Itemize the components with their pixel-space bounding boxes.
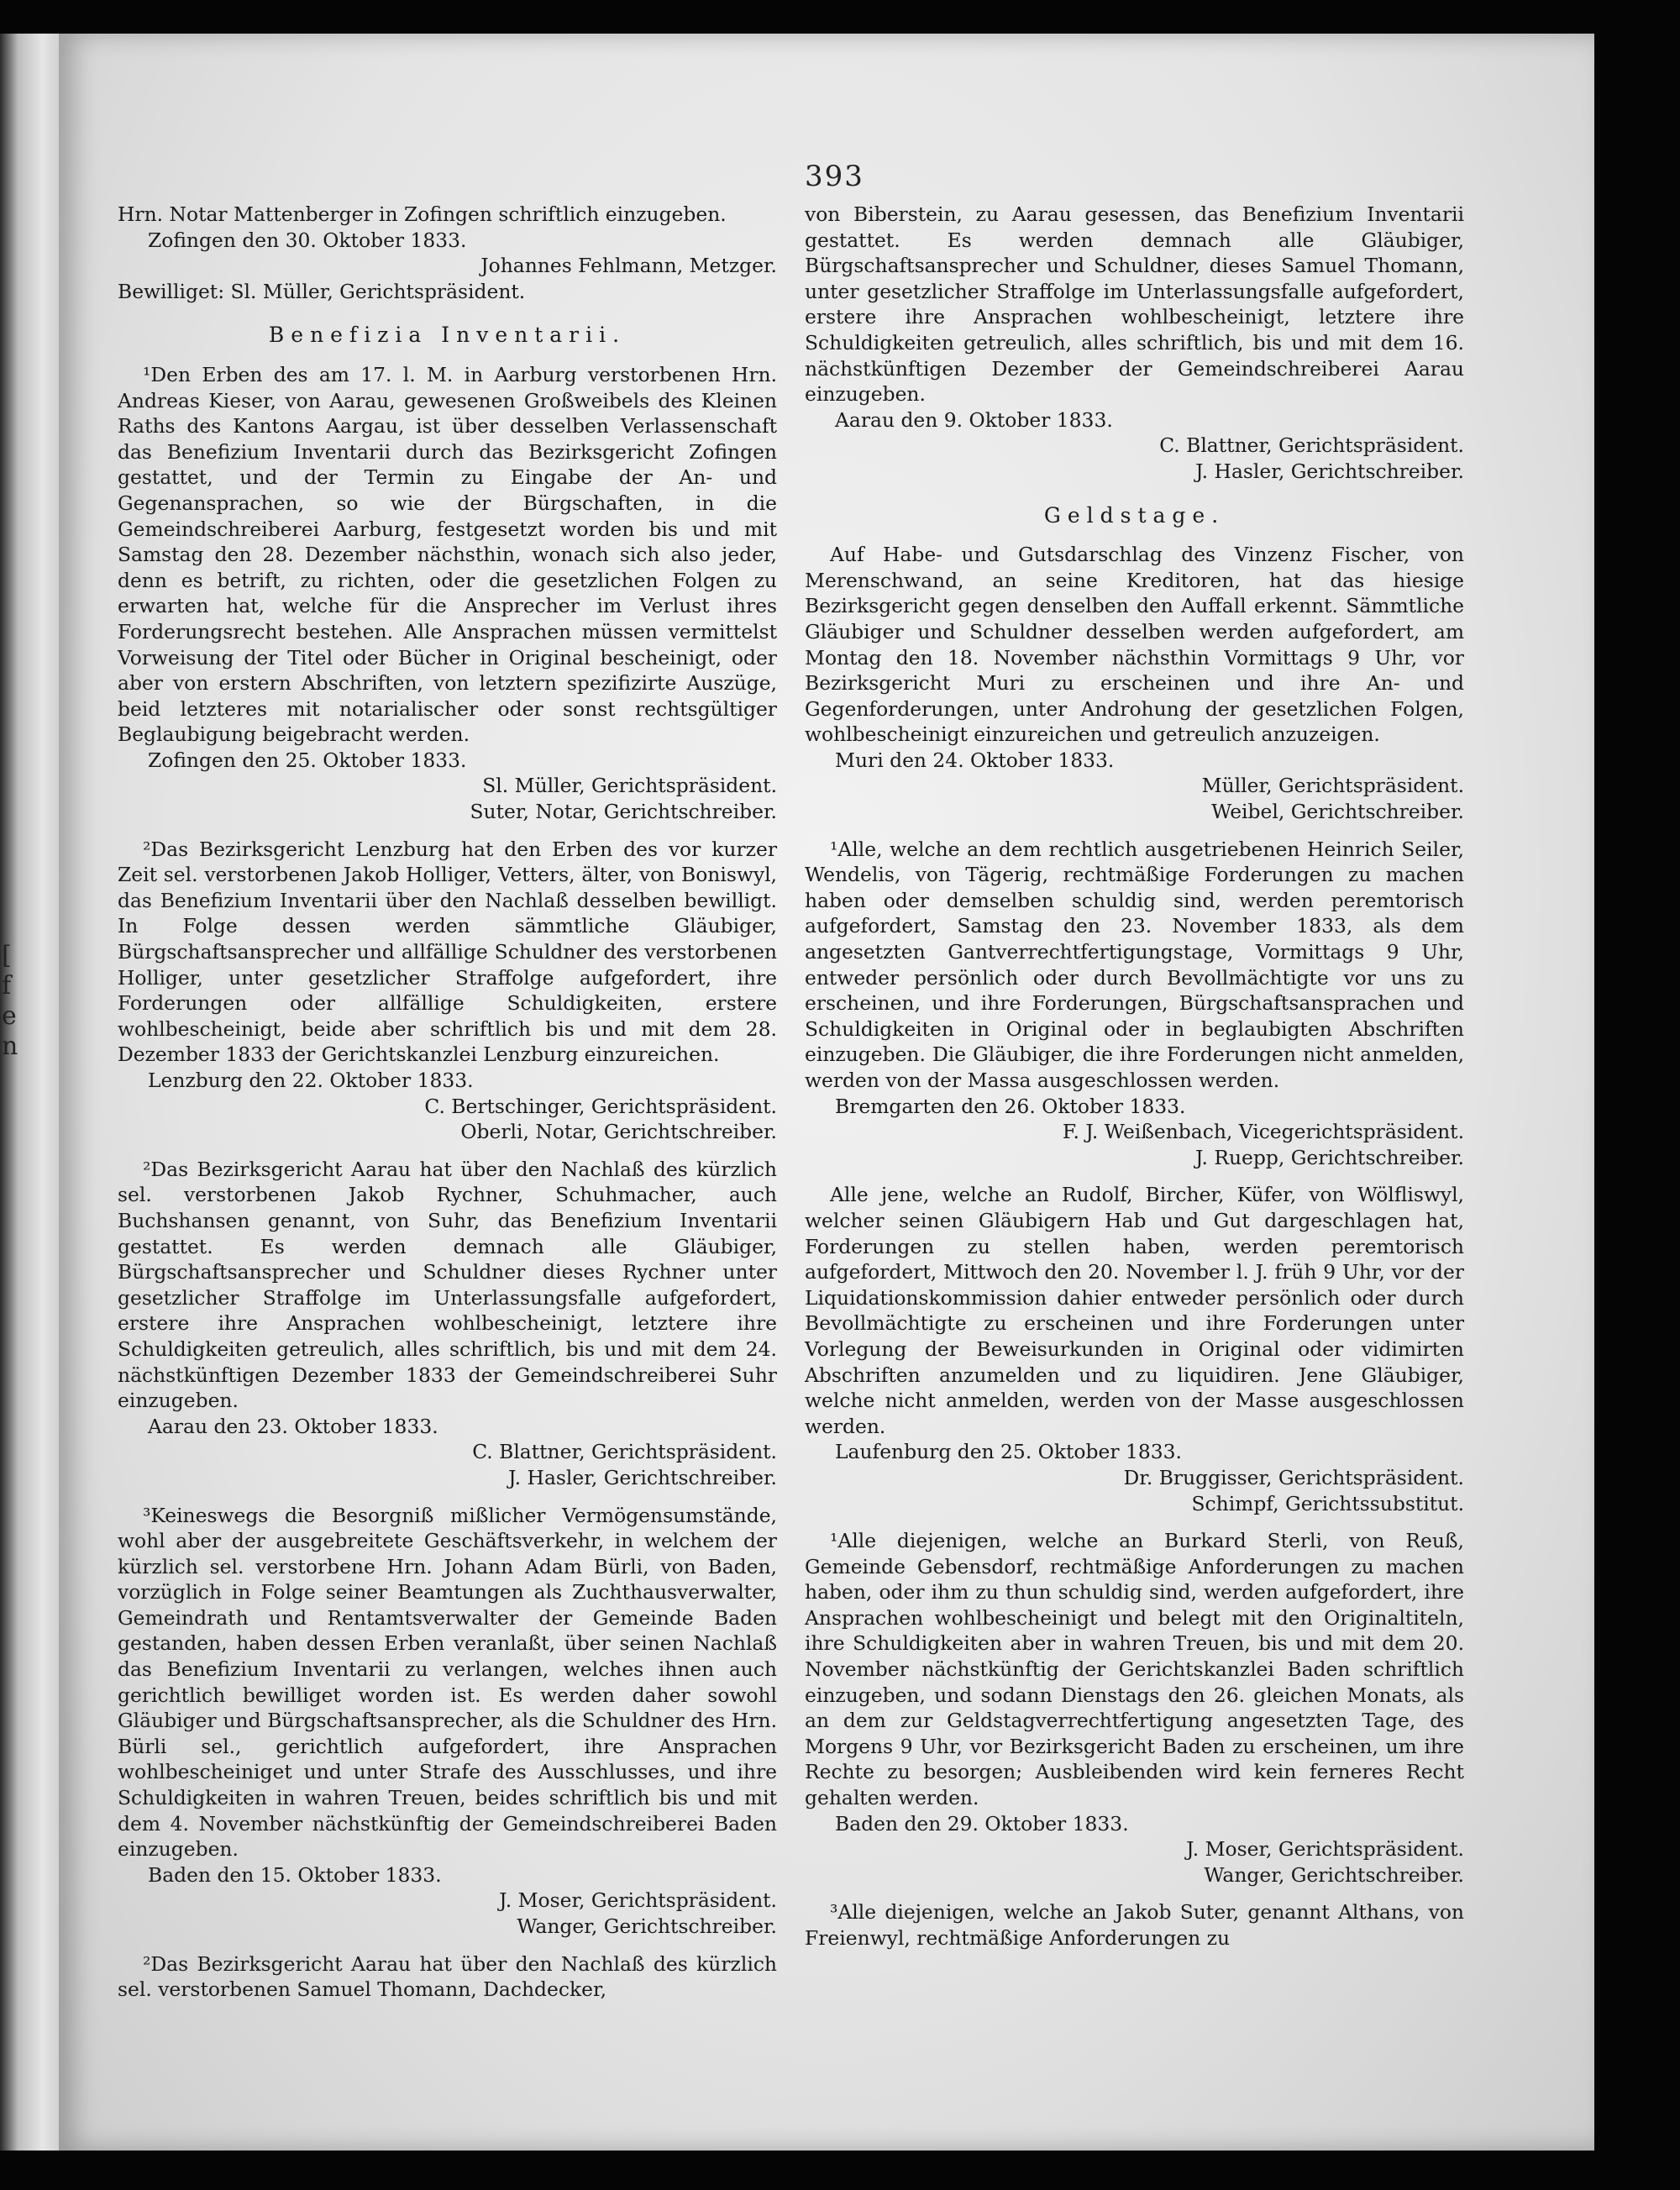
notice-signature: J. Moser, Gerichtspräsident. [499,1888,777,1913]
notice-text: ²Das Bezirksgericht Lenzburg hat den Erben des vor kurzer Zeit sel. verstorbenen Jakob Holliger, Vetters, älter, von Boniswyl, das Benefizium Inventarii über den Nachlaß desselben bewilligt. In Folge dessen werden sämmtliche Gläubiger, Bürgschaftsansprecher und allfällige Schuldner des verstorbenen Holliger, unter gesetzlicher Straffolge aufgefordert, ihre Forderungen oder allfällige Schuldigkeiten, erstere wohlbescheinigt, beide aber schriftlich bis und mit dem 28. Dezember 1833 der Gerichtskanzlei Lenzburg einzureichen. [118,837,777,1067]
notice-date: Zofingen den 25. Oktober 1833. [148,748,467,772]
book-spine-left-page-edge [0,34,60,2151]
notice-signature: J. Hasler, Gerichtschreiber. [508,1465,777,1489]
right-column [805,202,1464,1951]
notice [118,1503,777,1940]
approval-line: Bewilliget: Sl. Müller, Gerichtspräsident. [118,279,526,303]
spine-mark: e [2,1001,17,1031]
notice-signature: Suter, Notar, Gerichtschreiber. [470,800,777,824]
notice-signature: C. Blattner, Gerichtspräsident. [472,1440,777,1464]
notice-signature: Sl. Müller, Gerichtspräsident. [482,774,777,798]
notice-text: ¹Alle, welche an dem rechtlich ausgetriebenen Heinrich Seiler, Wendelis, von Tägerig, rechtmäßige Forderungen zu machen haben oder demselben schuldig sind, werden peremtorisch aufgefordert, Samstag den 23. November 1833, als dem angesetzten Gantverrechtfertigungstage, Vormittags 9 Uhr, entweder persönlich oder durch Bevollmächtigte vor uns zu erscheinen, und ihre Forderungen, Bürgschaftsansprachen und Schuldigkeiten in Original oder in beglaubigten Abschriften einzugeben. Die Gläubiger, die ihre Forderungen nicht anmelden, werden von der Massa ausgeschlossen werden. [805,837,1464,1092]
notice-date: Baden den 29. Oktober 1833. [835,1811,1129,1836]
notice [805,837,1464,1171]
notice-signature: J. Ruepp, Gerichtschreiber. [1194,1145,1464,1169]
page-number: 393 [805,160,864,193]
notice-date: Aarau den 23. Oktober 1833. [148,1414,438,1438]
notice [805,1528,1464,1888]
notice-text: Auf Habe- und Gutsdarschlag des Vinzenz Fischer, von Merenschwand, an seine Kreditoren, hat das hiesige Bezirksgericht gegen denselben den Auffall erkennt. Sämmtliche Gläubiger und Schuldner desselben werden aufgefordert, am Montag den 18. November nächsthin Vormittags 9 Uhr, vor Bezirksgericht Muri zu erscheinen und ihre An- und Gegenforderungen, unter Androhung der gesetzlichen Folgen, wohlbescheinigt einzureichen und getreulich anzuzeigen. [805,543,1464,747]
section-heading-benefizia-inventarii: Benefizia Inventarii. [268,323,627,348]
notice [118,1157,777,1491]
notice-text: von Biberstein, zu Aarau gesessen, das Benefizium Inventarii gestattet. Es werden demnach alle Gläubiger, Bürgschaftsansprecher und Schuldner, dieses Samuel Thomann, unter gesetzlicher Straffolge im Unterlassungsfalle aufgefordert, erstere ihre Ansprachen wohlbescheinigt, letztere ihre Schuldigkeiten getreulich, alles schriftlich, bis und mit dem 16. nächstkünftigen Dezember der Gemeindschreiberei Aarau einzugeben. [805,202,1464,407]
notice-text: ¹Alle diejenigen, welche an Burkard Sterli, von Reuß, Gemeinde Gebensdorf, rechtmäßige Anforderungen zu machen haben, oder ihm zu thun schuldig sind, werden aufgefordert, ihre Ansprachen wohlbescheinigt und belegt mit den Originaltiteln, ihre Schuldigkeiten aber in wahren Treuen, bis und mit dem 20. November nächstkünftig der Gerichtskanzlei Baden schriftlich einzugeben, und sodann Dienstags den 26. gleichen Monats, als an dem zur Geldstagverrechtfertigung angesetzten Tage, des Morgens 9 Uhr, vor Bezirksgericht Baden zu erscheinen, um ihre Rechte zu besorgen; Ausbleibenden wird kein ferneres Recht gehalten werden. [805,1529,1464,1810]
notice-text: ²Das Bezirksgericht Aarau hat über den Nachlaß des kürzlich sel. verstorbenen Jakob Rychner, Schuhmacher, auch Buchshansen genannt, von Suhr, das Benefizium Inventarii gestattet. Es werden demnach alle Gläubiger, Bürgschaftsansprecher und Schuldner dieses Rychner unter gesetzlicher Straffolge im Unterlassungsfalle aufgefordert, erstere ihre Ansprachen wohlbescheinigt, letztere ihre Schuldigkeiten getreulich, alles schriftlich, bis und mit dem 24. nächstkünftigen Dezember 1833 der Gemeindschreiberei Suhr einzugeben. [118,1157,777,1413]
notice-text: ³Keineswegs die Besorgniß mißlicher Vermögensumstände, wohl aber der ausgebreitete Geschäftsverkehr, in welchem der kürzlich sel. verstorbene Hrn. Johann Adam Bürli, von Baden, vorzüglich in Folge seiner Beamtungen als Zuchthausverwalter, Gemeindrath und Rentamtsverwalter der Gemeinde Baden gestanden, haben dessen Erben veranlaßt, über seinen Nachlaß das Benefizium Inventarii zu verlangen, welches ihnen auch gerichtlich bewilliget worden ist. Es werden daher sowohl Gläubiger und Bürgschaftsansprecher, als die Schuldner des Hrn. Bürli sel., gerichtlich aufgefordert, ihre Ansprachen wohlbescheiniget und unter Strafe des Ausschlusses, und ihre Schuldigkeiten in wahren Treuen, beides schriftlich bis und mit dem 4. November nächstkünftig der Gemeindschreiberei Baden einzugeben. [118,1503,777,1862]
notice-date: Zofingen den 30. Oktober 1833. [148,228,467,252]
notice-text: Alle jene, welche an Rudolf, Bircher, Küfer, von Wölfliswyl, welcher seinen Gläubigern Hab und Gut dargeschlagen hat, Forderungen zu stellen haben, werden peremtorisch aufgefordert, Mittwoch den 20. November l. J. früh 9 Uhr, vor der Liquidationskommission dahier entweder persönlich oder durch Bevollmächtigte zu erscheinen und ihre Forderungen unter Vorlegung der Beweisurkunden in Original oder vidimirten Abschriften anzumelden und zu liquidiren. Jene Gläubiger, welche nicht anmelden, werden von der Masse ausgeschlossen werden. [805,1183,1464,1438]
notice-text: ¹Den Erben des am 17. l. M. in Aarburg verstorbenen Hrn. Andreas Kieser, von Aarau, gewesenen Großweibels des Kleinen Raths des Kantons Aargau, ist über desselben Verlassenschaft das Benefizium Inventarii durch das Bezirksgericht Zofingen gestattet, und der Termin zu Eingabe der An- und Gegenansprachen, so wie der Bürgschaften, in die Gemeindschreiberei Aarburg, festgesetzt worden bis und mit Samstag den 28. Dezember nächsthin, wonach sich also jeder, denn es betrift, zu richten, oder die gesetzlichen Folgen zu erwarten hat, welche für die Ansprecher im Verlust ihres Forderungsrecht bestehen. Alle Ansprachen müssen vermittelst Vorweisung der Titel oder Bücher in Original bescheinigt, oder aber von erstern Abschriften, von letztern spezifizirte Auszüge, beid letzteres mit notarialischer oder sonst rechtsgültiger Beglaubigung beigebracht werden. [118,362,777,747]
notice-text-continued: ³Alle diejenigen, welche an Jakob Suter, genannt Althans, von Freienwyl, rechtmäßige Anforderungen zu [805,1900,1464,1950]
spine-mark: [ [2,941,12,970]
notice [805,542,1464,825]
notice-signature: Dr. Bruggisser, Gerichtspräsident. [1123,1465,1464,1489]
notice-signature: Wanger, Gerichtschreiber. [1204,1862,1464,1887]
notice-date: Laufenburg den 25. Oktober 1833. [835,1440,1182,1464]
section-heading-geldstage: Geldstage. [1043,502,1226,528]
spine-mark: f [2,971,12,1000]
notice-signature: Wanger, Gerichtschreiber. [517,1914,777,1938]
notice-date: Muri den 24. Oktober 1833. [835,748,1115,772]
notice-signature: Johannes Fehlmann, Metzger. [480,254,777,278]
notice-signature: C. Bertschinger, Gerichtspräsident. [424,1094,777,1118]
notice [805,1182,1464,1516]
notice-signature: Weibel, Gerichtschreiber. [1211,800,1464,824]
notice-signature: F. J. Weißenbach, Vicegerichtspräsident. [1062,1120,1464,1144]
notice-signature: J. Hasler, Gerichtschreiber. [1195,459,1464,483]
notice-signature: Oberli, Notar, Gerichtschreiber. [460,1120,777,1144]
notice-signature: Müller, Gerichtspräsident. [1201,774,1464,798]
notice-date: Aarau den 9. Oktober 1833. [835,407,1113,432]
notice-date: Bremgarten den 26. Oktober 1833. [835,1094,1186,1118]
notice-date: Baden den 15. Oktober 1833. [148,1862,442,1887]
left-column [118,202,777,2003]
notice [118,362,777,825]
notice-signature: Schimpf, Gerichtssubstitut. [1191,1491,1464,1515]
notice [805,202,1464,485]
notice-signature: C. Blattner, Gerichtspräsident. [1159,433,1464,458]
notice-text: Hrn. Notar Mattenberger in Zofingen schriftlich einzugeben. [118,202,727,226]
notice [118,837,777,1145]
notice-date: Lenzburg den 22. Oktober 1833. [148,1069,474,1092]
spine-margin-characters [2,941,22,1062]
spine-mark: n [2,1032,18,1061]
notice-text-continued: ²Das Bezirksgericht Aarau hat über den Nachlaß des kürzlich sel. verstorbenen Samuel Thomann, Dachdecker, [118,1951,777,2002]
notice-signature: J. Moser, Gerichtspräsident. [1186,1837,1464,1862]
